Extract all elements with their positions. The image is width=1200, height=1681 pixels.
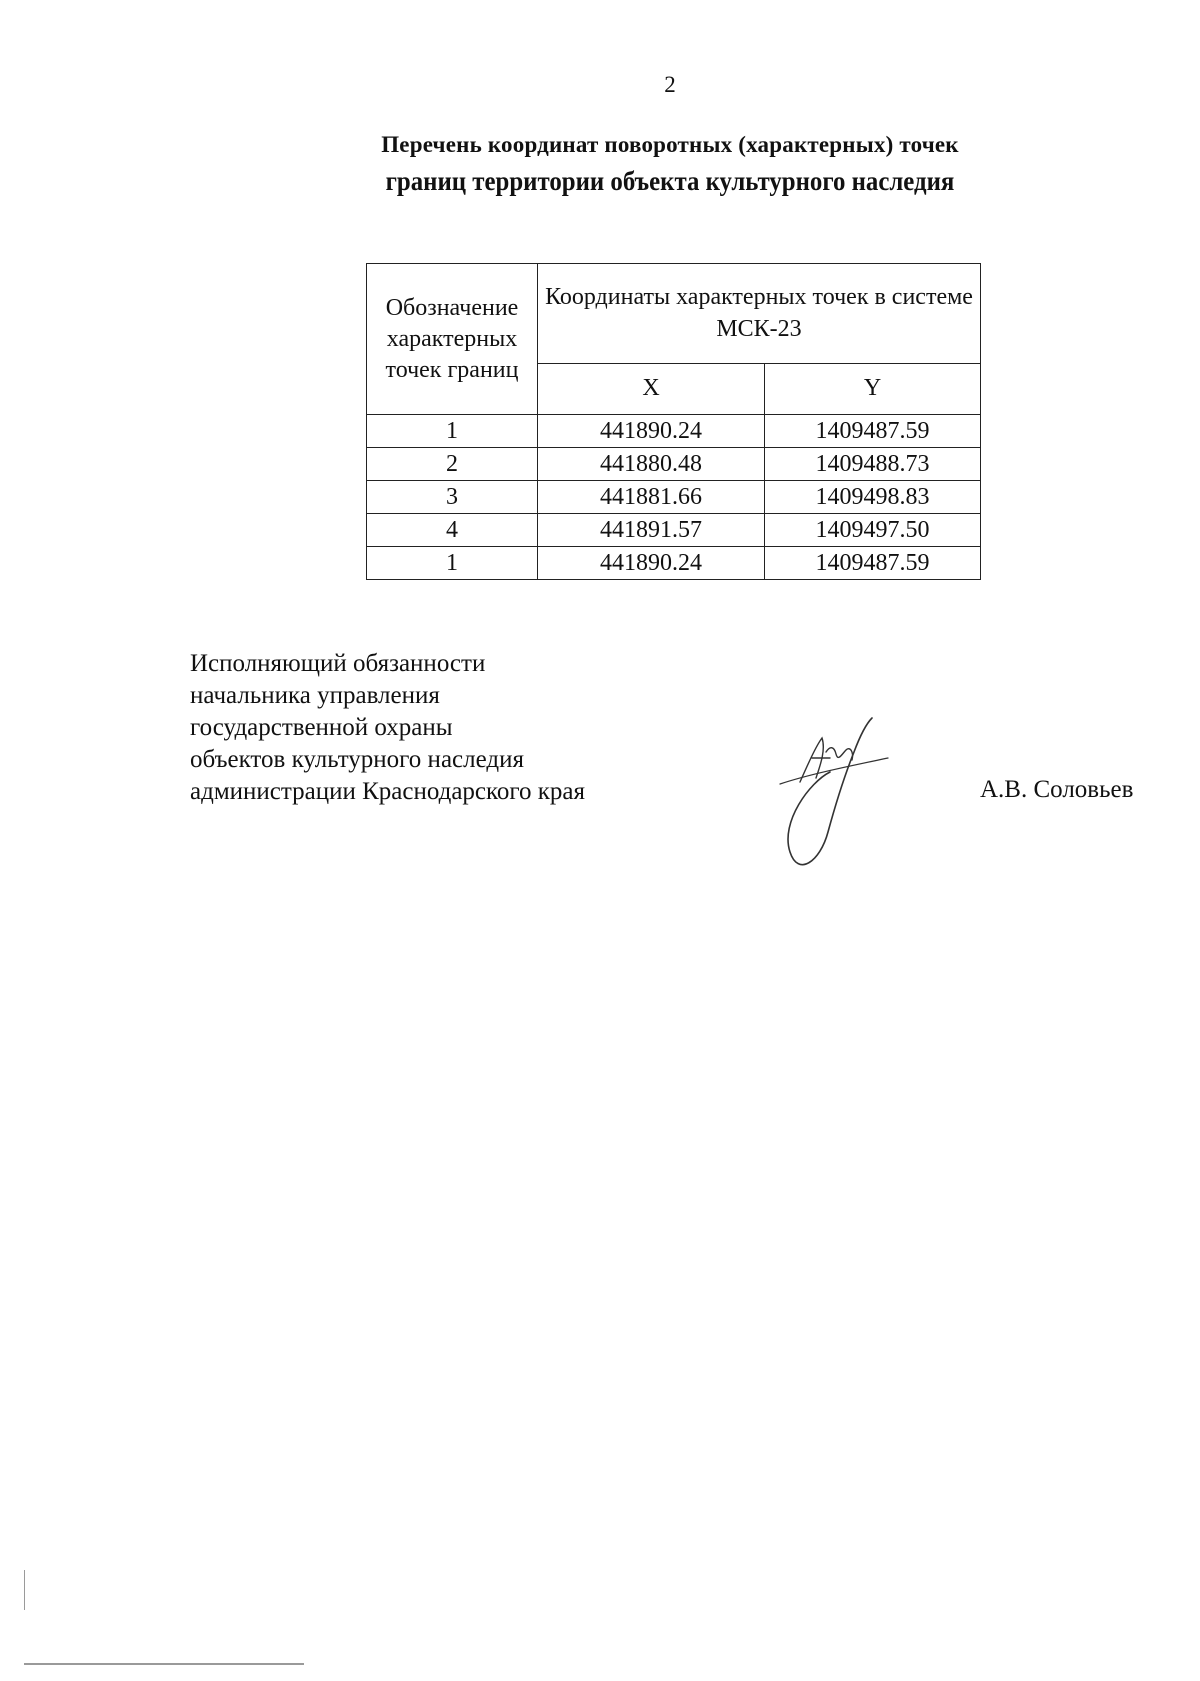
signer-name: А.В. Соловьев xyxy=(980,776,1134,803)
header-point-designation: Обозначение характерных точек границ xyxy=(367,264,538,415)
header-y: Y xyxy=(765,363,981,414)
handwritten-signature xyxy=(760,712,910,872)
cell-point: 1 xyxy=(367,415,538,448)
coordinates-table xyxy=(366,263,981,580)
cell-y: 1409497.50 xyxy=(765,514,981,547)
page-number: 2 xyxy=(664,72,676,97)
scan-artifact-line xyxy=(24,1663,304,1665)
cell-point: 2 xyxy=(367,448,538,481)
cell-x: 441881.66 xyxy=(538,481,765,514)
document-title-line-2: границ территории объекта культурного наследия xyxy=(385,166,955,196)
signatory-line: начальника управления xyxy=(190,682,440,709)
cell-x: 441890.24 xyxy=(538,547,765,580)
document-title-line-1: Перечень координат поворотных (характерных) точек xyxy=(381,132,959,157)
table-row xyxy=(367,547,981,580)
cell-y: 1409488.73 xyxy=(765,448,981,481)
cell-y: 1409498.83 xyxy=(765,481,981,514)
signatory-line: Исполняющий обязанности xyxy=(190,650,486,677)
cell-point: 4 xyxy=(367,514,538,547)
signatory-line: объектов культурного наследия xyxy=(190,746,524,773)
header-x: X xyxy=(538,363,765,414)
cell-x: 441890.24 xyxy=(538,415,765,448)
scan-artifact-line xyxy=(24,1570,25,1610)
signatory-position xyxy=(190,648,585,808)
signatory-line: администрации Краснодарского края xyxy=(190,778,586,805)
table-row xyxy=(367,448,981,481)
cell-point: 3 xyxy=(367,481,538,514)
cell-y: 1409487.59 xyxy=(765,547,981,580)
cell-point: 1 xyxy=(367,547,538,580)
table-row xyxy=(367,415,981,448)
table-row xyxy=(367,481,981,514)
cell-x: 441891.57 xyxy=(538,514,765,547)
signatory-line: государственной охраны xyxy=(190,714,453,741)
cell-x: 441880.48 xyxy=(538,448,765,481)
table-row xyxy=(367,514,981,547)
cell-y: 1409487.59 xyxy=(765,415,981,448)
header-coordinates: Координаты характерных точек в системе МСК-23 xyxy=(538,264,981,364)
